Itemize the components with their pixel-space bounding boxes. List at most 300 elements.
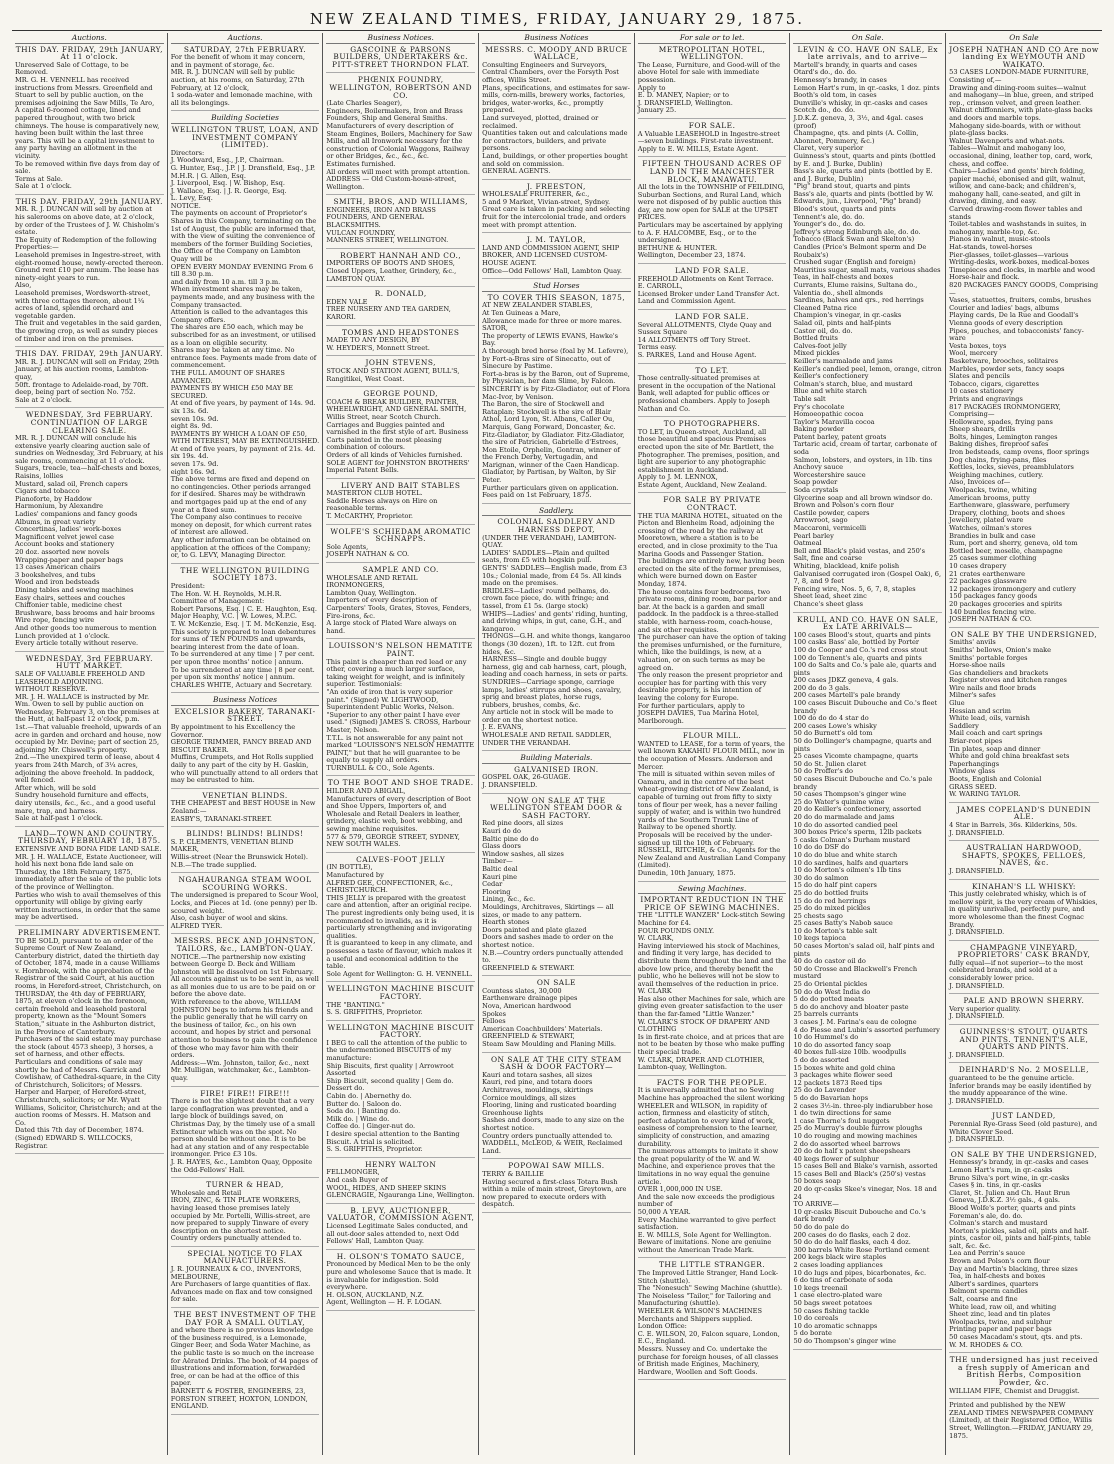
advertisement-title: TURNER & HEAD,: [206, 1180, 284, 1190]
advertisement-line: MR. R. J. DUNCAN will conclude his extensive yearly clearing auction sale of sundries on Wednesday, 3rd February, at his sale rooms, commencing at 11 o'clock.: [15, 434, 164, 465]
advertisement-line: Walnut chiffonniers, with plate-glass backs and doors and marble tops.: [949, 106, 1093, 122]
advertisement-line: 50ft. frontage to Adelaide-road, by 70ft. deep, being part of section No. 752.: [15, 380, 149, 397]
advertisement-line: J. DRANSFIELD.: [949, 981, 1005, 990]
advertisement-line: Sardines, halves and qrs., red herrings: [793, 296, 924, 305]
advertisement-line: Hennessy's brandy, in cases: [793, 75, 887, 84]
advertisement-line: To be surrendered at any time | 7 per cent. per upon three months' notice | annum.: [170, 650, 315, 666]
advertisement-line: Cases § in. tins, in qr.-casks: [949, 1181, 1042, 1190]
advertisement-line: Major Heaphy, V.C. | W. Lowes, M.P.C.: [170, 612, 297, 621]
advertisement-line: Pipes, pouches, and tobacconists' fancy-ware: [949, 326, 1084, 343]
advertisement-line: 5 and 9 Market, Vivian-street, Sydney.: [482, 197, 611, 206]
advertisement-line: Horse-shoe nails: [949, 661, 1005, 670]
advertisement-line: L. Levy, Esq.: [170, 194, 213, 203]
advertisement-line: GREENFIELD & STEWART.: [482, 963, 575, 972]
advertisement-line: J.D.K.Z. geneva, 3, 3½, and 4gal. cases (proof): [793, 113, 924, 130]
advertisement-line: Carved drawing-room flower tables and stands: [949, 205, 1083, 221]
advertisement-title: THIS DAY. FRIDAY, 29th JANUARY, At 11 o'clock.: [15, 44, 163, 62]
advertisement: [326, 1253, 475, 1311]
advertisement-line: TERRY & BAILLIE: [482, 1169, 544, 1178]
advertisement-line: 10 do sardines, halfs and quarters: [793, 858, 909, 867]
advertisement-line: OPEN EVERY MONDAY EVENING From 6 till 8.30 p.m.: [170, 262, 314, 279]
advertisement-line: American Coachbuilders' Materials.: [482, 1024, 603, 1033]
advertisement-line: Teas, in half-chests and boxes: [793, 273, 893, 282]
advertisement-title: NGAHAURANGA STEAM WOOL SCOURING WORKS.: [178, 875, 312, 892]
advertisement-line: Colman's starch, blue, and mustard: [793, 379, 913, 388]
advertisement-line: Patent barley, patent groats: [793, 432, 887, 441]
advertisement-line: January 25.: [637, 106, 677, 115]
advertisement-line: 25 cases Batty's Nabob sauce: [793, 919, 893, 928]
advertisement-line: W. CLARK: [637, 987, 672, 996]
advertisement-line: Hat-stands, towel-horses: [949, 243, 1033, 252]
advertisement-line: BRIDLES—Ladies' round pelhams, do. crown face piece, do. with fringe; and tassel, from £1 5s. (large stock): [482, 586, 611, 610]
advertisement-line: It is universally admitted that no Sewing Machine has approached the silent working WHEELER and WILSON, in rapidity of action, firmness and elasticity of stitch, perfect adaptation to every kind of work, easiness of comprehension to the learner, simplicity of construction, and amazing durability.: [637, 1086, 785, 1148]
advertisement-line: Great care is taken in packing and selecting fruit for the intercolonial trade, and orders meet with prompt attention.: [482, 205, 630, 229]
advertisement-line: Wrapping-paper and paper bags: [15, 555, 124, 564]
advertisement-line: Also,: [15, 281, 32, 290]
advertisement-line: WITHOUT RESERVE.: [15, 685, 88, 694]
advertisement-line: Lunch provided at 1 o'clock.: [15, 631, 110, 640]
advertisement-line: At end of five years, by payment of 14s. 9d.: [170, 399, 316, 408]
advertisement-line: Courier and ladies' bags, albums: [949, 303, 1059, 312]
advertisement-line: Flooring, lining and rusticated boarding: [482, 1101, 617, 1110]
advertisement-line: Architraves, mouldings, skirtings: [482, 1086, 594, 1094]
advertisement-line: Printed and published by the NEW ZEALAND TIMES NEWSPAPER COMPANY (Limited), at their Registered Office, Willis Street, Wellington.—FRIDAY, JANUARY 29, 1875.: [949, 1401, 1094, 1440]
advertisement-line: For further particulars, apply to: [637, 701, 745, 710]
advertisement-line: 100 cases Biscuit Dubouche and Co.'s fleet brandy: [793, 699, 938, 715]
advertisement-line: Calves-foot jelly: [793, 341, 847, 350]
advertisement-line: JOSEPH NATHAN & CO.: [949, 615, 1032, 624]
advertisement-line: Baltic pine do do: [482, 834, 539, 843]
advertisement-line: 25 do Water's quinine wine: [793, 797, 885, 806]
advertisement: [638, 496, 787, 729]
advertisement-line: 12 packets 1873 Reed tips: [793, 1078, 883, 1087]
advertisement-line: And other goods too numerous to mention: [15, 623, 157, 632]
advertisement-line: 100 cases Blood's stout, quarts and pints: [793, 630, 931, 639]
advertisement-line: "Superior to any other paint I have ever used." (Signed) JAMES S. CROSS, Harbour Master, Nelson.: [326, 710, 471, 734]
advertisement-line: Sale at 1 o'clock.: [15, 182, 72, 191]
advertisement-title: GASCOINE & PARSONS BUILDERS, UNDERTAKERS &c. PITT-STREET THORNDON FLAT.: [331, 44, 470, 69]
advertisement-line: 50 cases Biscuit Dubouche and Co.'s pale brandy: [793, 775, 933, 791]
advertisement-line: 50 do do pale do: [793, 1223, 849, 1232]
advertisement-line: Very superior quality.: [949, 1004, 1021, 1013]
advertisement-line: The buildings are entirely new, having been erected on the site of the former premises, which were burned down on Easter Monday, 1874.: [637, 557, 785, 588]
advertisement-line: A Valuable LEASEHOLD in Ingestre-street—seven buildings. First-rate investment. Apply to E. W. MILLS, Estate Agent.: [637, 129, 780, 153]
advertisement-line: Leasehold premises, Wordsworth-street, with three cottages thereon, about 1¼ acres of land, splendid orchard and vegetable garden.: [15, 289, 151, 320]
advertisement-line: 2nd.—The unexpired term of lease, about 4 years from 24th March, of 3¼ acres, adjoining the above freehold. In paddock, well fenced.: [15, 753, 161, 785]
advertisement-line: LADIES' SADDLES—Plain and quilted seats, from £5 with hogskin pull.: [482, 548, 610, 565]
advertisement: [638, 420, 787, 493]
advertisement-line: MR. J. H. WALLACE, Estate Auctioneer, will hold his next bona fide land sale on Thursday, the 18th February, 1875, immediately after the sale of the public lots of the province of Wellington.: [15, 852, 162, 891]
advertisement: [949, 631, 1099, 803]
advertisement-line: Kauri do do: [482, 827, 522, 835]
advertisement-line: Dog chains, frying-pans, files: [949, 455, 1047, 464]
advertisement-line: After which, will be sold: [15, 783, 96, 792]
advertisement-line: IMPORTERS OF BOOTS AND SHOES,: [326, 259, 455, 268]
advertisement-line: WADDELL, McLEOD, & WEIR, Reclaimed Land.: [482, 1139, 623, 1155]
advertisement: [326, 1207, 475, 1250]
advertisement-line: Gladiator, by Partisan, by Walton, by Sir Peter.: [482, 468, 616, 485]
advertisement-title: SAMPLE AND CO.: [362, 565, 439, 575]
advertisement-line: 1 case Thorne's foul nuggets: [793, 1116, 890, 1125]
advertisement-line: Tartaric acid, cream of tartar, carbonate of soda: [793, 440, 937, 457]
advertisement-line: 50 bags sweet potatoes: [793, 1298, 873, 1307]
advertisement-line: Iron bedsteads, camp ovens, floor springs: [949, 448, 1090, 457]
advertisement-line: 50 do do do half flasks, each 4 doz.: [793, 1238, 911, 1247]
advertisement: [949, 997, 1099, 1025]
advertisement-line: 25 cases summer clothing: [949, 554, 1037, 563]
advertisement-title: KINAHAN'S LL WHISKY:: [972, 881, 1076, 891]
advertisement: [171, 1181, 320, 1247]
advertisement: [326, 528, 475, 563]
advertisement-line: Central Chambers, over the Forsyth Post offices, Willis Street.: [482, 68, 619, 84]
advertisement: [326, 779, 475, 852]
advertisement-line: 10 do do DSF do: [793, 843, 850, 852]
advertisement-line: Having secured a first-class Totara Bush within a mile of main street, Greytown, are now prepared to execute orders with despatch.: [482, 1177, 627, 1209]
advertisement-line: Sole Agent for Wellington: G. H. VENNELL.: [326, 969, 473, 978]
advertisement: [15, 198, 164, 347]
advertisement-line: (Signed) EDWARD S. WILLCOCKS, Registrar.: [15, 1133, 133, 1150]
advertisement-title: PHŒNIX FOUNDRY, WELLINGTON, ROBERTSON AND CO.: [329, 75, 473, 100]
advertisement-line: 25 do do bottled fruits: [793, 888, 869, 897]
advertisement-line: Attention is called to the advantages this Company offers.: [170, 308, 308, 324]
advertisement-line: Nova, American hardwood: [482, 1002, 572, 1011]
advertisement-line: STOCK AND STATION AGENT, BULL'S,: [326, 366, 460, 375]
advertisement-line: American brooms, putty: [949, 493, 1030, 502]
advertisement-line: J. Woodward, Esq., J.P., Chairman.: [170, 156, 284, 165]
advertisement-line: W. CLARK'S STOCK OF DRAPERY AND CLOTHING: [637, 1017, 770, 1034]
advertisement-line: W. CLARK,: [637, 934, 674, 943]
advertisement: [15, 350, 164, 408]
section-heading: Business Notices: [482, 34, 631, 44]
advertisement-line: TO LET, in Queen-street, Auckland, all those beautiful and spacious Premises erected upon the site of Mr. Bartlett, the Photographer. The premises, position, and light are superior to any photographic establishment in Auckland.: [637, 427, 780, 474]
advertisement-line: Printing paper and paper bags: [949, 1325, 1052, 1334]
advertisement-line: Writing-desks, work-boxes, medical-boxes: [949, 258, 1090, 267]
advertisement-line: seven 10s. 9d.: [170, 414, 219, 423]
advertisement-line: SALE OF VALUABLE FREEHOLD AND LEASEHOLD ADJOINING.: [15, 669, 145, 686]
advertisement-line: This paint is cheaper than red lead or any other, covering a much larger surface, taking weight for weight, and is infinitely superior. Testimonials:: [326, 657, 467, 689]
advertisement-line: 5 do do assorted: [793, 1055, 849, 1064]
advertisement-title: THE undersigned has just received a fresh supply of American and British Herbs, Composition Powder, &c.: [949, 1355, 1099, 1387]
advertisement-line: Castor oil, do. do.: [793, 326, 853, 335]
advertisement-line: The numerous attempts to imitate it show the great popularity of the W. and W. Machine, and experience proves that the limitations in no way equal the genuine article.: [637, 1147, 779, 1186]
advertisement-line: 10 cases drapery: [949, 561, 1007, 570]
advertisement-line: 10 do do assorted candied peel: [793, 820, 898, 829]
advertisement-line: HILDER AND ABIGAIL,: [326, 787, 406, 796]
advertisement-line: Guinness's stout, quarts and pints (bottled by E. and J. Burke, Dublin): [793, 151, 936, 168]
advertisement-line: Albums, in great variety: [15, 517, 96, 526]
advertisement: [638, 367, 787, 418]
advertisement-line: ALFRED TYER.: [170, 921, 223, 930]
advertisement-line: fully equal—if not superior—to the most celebrated brands, and sold at a considerably lower price.: [949, 958, 1084, 983]
advertisement-line: 3 cases J. M. Farina's eau de cologne: [793, 1018, 917, 1026]
advertisement-line: White lead, raw oil, and whiting: [949, 1302, 1057, 1311]
column-7: [946, 33, 1102, 1455]
advertisement-title: ON SALE BY THE UNDERSIGNED,: [950, 1149, 1098, 1159]
section-heading: Auctions.: [15, 34, 164, 44]
advertisement-line: Rangitikei, West Coast.: [326, 374, 405, 383]
advertisement-line: The mill is situated within seven miles of Oamaru, and in the centre of the best wheat-growing district of New Zealand, is capable of turning out from fifty to sixty tons of flour per week, has a never failing supply of water, and is within two hundred yards of the Southern Trunk Line of Railway to be opened shortly.: [637, 770, 781, 832]
advertisement: [638, 122, 787, 157]
advertisement-line: Plans, specifications, and estimates for saw-mills, corn-mills, brewery works, factories, bridges, water-works, &c., promptly prepared.: [482, 83, 630, 115]
advertisement-line: Cigars and tobacco: [15, 487, 80, 496]
advertisement: [171, 937, 320, 1086]
advertisement: [326, 390, 475, 479]
advertisement-line: seven 17s. 9d.: [170, 460, 219, 469]
advertisement-line: C. E. WILSON, 20, Falcon square, London, E.C., England.: [637, 1329, 780, 1346]
advertisement-line: Soap powder: [793, 478, 838, 487]
advertisement-line: Lining, &c., &c.: [482, 895, 536, 904]
advertisement-line: COACH & BREAK BUILDER, PAINTER, WHEELWRIGHT, AND GENERAL SMITH,: [326, 397, 467, 414]
advertisement-line: THE TUA MARINA HOTEL, situated on the Picton and Blenheim Road, adjoining the crossing of the road by the railway at Mooretown, where a station is to be erected, and in close proximity to the Tua Marina Goods and Passenger Station.: [637, 511, 783, 558]
advertisement: [326, 566, 475, 639]
masthead-rule: [12, 30, 1102, 31]
advertisement-line: Country orders punctually attended to.: [482, 1131, 613, 1140]
advertisement-line: 10 do Morton's table salt: [793, 926, 878, 935]
advertisement-line: Wire rope, fencing wire: [15, 616, 95, 625]
advertisement-line: TREE NURSERY AND TEA GARDEN, KARORI.: [326, 305, 451, 321]
advertisement-title: JOSEPH NATHAN AND CO Are now landing Ex WEYMOUTH AND WAIKATO.: [949, 44, 1099, 69]
advertisement: [326, 198, 475, 249]
advertisement: [171, 567, 320, 694]
advertisement-line: A capital 6-roomed cottage, lined and papered throughout, with two brick chimneys. The house is comparatively new, having been built within the last three years. This will be a capital investment to any party having an allotment in the vicinity.: [15, 106, 160, 160]
advertisement: [326, 642, 475, 776]
advertisement-line: 50 do Dollinger's champagne, quarts and pints: [793, 737, 932, 753]
advertisement-line: London Office:: [637, 1322, 687, 1331]
advertisement-title: LAND—TOWN AND COUNTRY. THURSDAY, FEBRUARY 18, 1875.: [18, 828, 161, 846]
advertisement-line: Having interviewed his stock of Machines, and finding it very large, has decided to distribute them throughout the land and the above low price, and thereby benefit the public, who he believes will not be slow to avail themselves of the reduction in price.: [637, 941, 787, 988]
advertisement: [638, 1079, 787, 1259]
advertisement-line: EASBY'S, TARANAKI-STREET.: [170, 814, 272, 823]
advertisement-line: The "Nonesuch" Sewing Machine (shuttle).: [637, 1284, 783, 1293]
advertisement: [482, 979, 631, 1052]
advertisement-line: W. WARING TAYLOR.: [949, 790, 1021, 799]
advertisement-line: Watches, oilman's stores: [949, 524, 1032, 532]
advertisement-line: Directors:: [170, 148, 205, 157]
advertisement: [15, 411, 164, 651]
advertisement-line: Perennial Rye-Grass Seed (old pasture), and White Clover Seed.: [949, 1119, 1098, 1136]
advertisement-title: PALE AND BROWN SHERRY.: [963, 996, 1085, 1006]
advertisement-line: MANNERS STREET, WELLINGTON.: [326, 236, 449, 245]
advertisement-line: 10 do Hummel's do: [793, 1033, 859, 1042]
advertisement: [171, 830, 320, 873]
advertisement-line: Baltic deal: [482, 864, 518, 873]
advertisement-title: METROPOLITAN HOTEL, WELLINGTON.: [658, 44, 766, 62]
advertisement-line: Committee of Management:: [170, 597, 265, 606]
advertisement-line: Crushed sugar (English and foreign): [793, 258, 916, 267]
advertisement: [326, 76, 475, 195]
advertisement-line: Apply to: [637, 83, 666, 92]
advertisement-line: CHARLES WHITE, Actuary and Secretary.: [170, 680, 313, 689]
advertisement-line: WHEELER & WILSON'S MACHINES: [637, 1307, 763, 1316]
advertisement-line: Brown and Polson's corn flour: [949, 1257, 1050, 1266]
advertisement-line: 10 cases stationery: [949, 387, 1014, 396]
advertisement-line: Chairs—Ladies' and gents' birch folding, papier maché, ebonised and gilt, walnut, willow, and cane-back; and children's, mahogany hall, cane-seated, and gilt in drawing, dining, and easy.: [949, 167, 1086, 206]
imprint: [949, 1402, 1099, 1440]
advertisement-line: 25 barrels currants: [793, 1010, 859, 1019]
advertisement-line: E. D. MANEY, Napier; or to: [637, 91, 730, 100]
advertisement-title: J. M. TAYLOR,: [526, 235, 586, 245]
advertisement-line: Proposals will be received by the under-signed up till the 10th of February.: [637, 831, 773, 847]
advertisement-line: 4 do Piesse and Lubin's assorted perfumery: [793, 1025, 940, 1034]
advertisement-title: SMITH, BROS, AND WILLIAMS,: [333, 197, 468, 207]
advertisement-line: Land and Commission Agent.: [637, 297, 736, 306]
advertisement-line: having leased those premises lately occupied by Mr. Portelli, Willis-street, are now prepared to supply Tinware of every description on the shortest notice.: [170, 1203, 311, 1235]
advertisement-line: The above terms are fixed and depend on no contingencies. Other periods arranged for if desired. Shares may be withdrawn and mortgages paid up at the end of any year at a fixed sum.: [170, 475, 311, 514]
advertisement-line: Mixed pickles: [793, 349, 840, 358]
advertisement-line: Further particulars given on application.: [482, 483, 619, 492]
section-heading: Saddlery.: [482, 507, 631, 517]
advertisement-line: OVER 1,000,000 IN USE.: [637, 1185, 723, 1194]
advertisement-line: E. W. MILLS, Sole Agent for Wellington.: [637, 1230, 772, 1239]
advertisement-line: Pianoforte, by Haddow: [15, 494, 92, 503]
advertisement-line: Gas chandeliers and brackets: [949, 668, 1049, 677]
advertisement-line: Mouldings, Architraves, Skirtings — all sizes, or made to any pattern.: [482, 902, 614, 919]
advertisement-line: Kauri and totara sashes, all sizes: [482, 1070, 593, 1079]
advertisement-line: 20 do Keiller's confectionery, assorted: [793, 805, 922, 814]
advertisement-line: Account books and stationery: [15, 540, 115, 549]
advertisement-line: NOTICE.: [170, 201, 201, 210]
advertisement-line: W. M. RHODES & CO.: [949, 1340, 1023, 1349]
advertisement-line: Tobacco, cigars, cigarettes: [949, 379, 1039, 388]
advertisement-line: By appointment to his Excellency the Governor.: [170, 723, 296, 739]
advertisement-line: Salt, fine and coarse: [793, 554, 863, 563]
advertisement-line: Is in first-rate choice, and at prices that are not to be beaten by those who make puffing their special trade.: [637, 1032, 785, 1057]
advertisement-line: 25 do Oriental pickles: [793, 980, 868, 989]
advertisement-line: I desire special attention to the Banting Biscuit. A trial is solicited.: [326, 1130, 460, 1146]
advertisement-title: TOMBS AND HEADSTONES: [341, 327, 460, 337]
advertisement-line: Blood Wolfe's porter, quarts and pints: [949, 1203, 1076, 1212]
advertisement-line: 20 do qr-casks Skee's vinegar, Nos. 18 and 24: [793, 1185, 937, 1201]
advertisement-title: ON SALE BY THE UNDERSIGNED,: [950, 629, 1098, 639]
section-heading: Building Materials.: [482, 754, 631, 764]
advertisement-title: R. DONALD,: [374, 289, 427, 299]
advertisement-line: FREEHOLD Allotments on Kent Terrace.: [637, 274, 774, 283]
advertisement-line: Martell's brandy, in quarts and cases: [793, 60, 918, 69]
advertisement: [482, 1056, 631, 1160]
advertisement-line: Window sashes, all sizes: [482, 849, 564, 858]
advertisement-line: and daily from 10 a.m. till 3 p.m.: [170, 277, 281, 286]
columns: [12, 33, 1102, 1455]
advertisement-line: 50 do Crosse and Blackwell's French mustard: [793, 964, 918, 981]
advertisement-line: At end of five years, by payment of 21s. 4d.: [170, 444, 316, 453]
advertisement-line: Fry's chocolate: [793, 402, 845, 411]
advertisement-line: Kauri pine: [482, 872, 518, 881]
advertisement: [949, 1151, 1099, 1353]
advertisement-line: SINCERITY is by Fitz-Gladiator, out of Flora Mac-Ivor, by Venison.: [482, 384, 630, 401]
advertisement: [949, 883, 1099, 941]
advertisement-line: Also, cash buyer of wool and skins.: [170, 914, 288, 923]
advertisement-line: Candles (Price's Belmont sperm and De Roubaix's): [793, 243, 927, 259]
advertisement-line: Consulting Engineers and Surveyors,: [482, 60, 607, 69]
advertisement-line: Worcestershire sauce: [793, 470, 866, 479]
advertisement-line: 200 cases do do flasks, each 2 doz.: [793, 1230, 911, 1239]
advertisement-line: 50 cases Macadam's stout, qts. and pts.: [949, 1333, 1083, 1341]
advertisement-line: Arrowroot, sago: [793, 516, 848, 525]
advertisement-line: Hennessy's brandy, in qr.-casks and cases: [949, 1158, 1089, 1167]
advertisement-line: Doors painted and plate glazed: [482, 925, 587, 934]
advertisement-line: Smiths' anvils: [949, 638, 996, 647]
advertisement-line: Sheep shears, drills: [949, 425, 1016, 434]
advertisement-line: Wool, mercery: [949, 349, 998, 358]
advertisement-title: TO PHOTOGRAPHERS.: [663, 419, 761, 429]
advertisement-line: WANTED to LEASE, for a term of years, the well known KAKAHIU FLOUR MILL, now in the occupation of Messrs. Anderson and Mercer.: [637, 739, 785, 771]
advertisement-line: J. E. EVANS,: [482, 723, 524, 732]
advertisement-title: WEDNESDAY, 3rd FEBRUARY. HUTT MARKET.: [25, 653, 153, 671]
advertisement-line: Rum, port and sherry, geneva, old tom: [949, 539, 1078, 548]
advertisement-line: 40 kegs flower of sulphur: [793, 1154, 879, 1163]
advertisement-line: Register stoves and kitchen ranges: [949, 676, 1067, 685]
advertisement-line: Tables—Walnut and mahogany loo, occasional, dining, leather top, card, work, chess, and coffee.: [949, 144, 1093, 168]
advertisement-line: The payments on account of Proprietor's Shares in this Company, terminating on the 1st of August, the public are informed that, with the view of suiting the convenience of members of the former Building Societies, the Office of the Company on Lambton Quay will be: [170, 209, 317, 264]
advertisement-line: 1 case electro-plated ware: [793, 1291, 883, 1300]
advertisement-line: Magnificent velvet jewel case: [15, 532, 114, 541]
advertisement-line: WILLIAM FIFE, Chemist and Druggist.: [949, 1386, 1080, 1395]
advertisement-title: SATURDAY, 27th FEBRUARY.: [183, 44, 307, 54]
advertisement-line: 10 do Morton's oilmen's 1lb tins: [793, 866, 902, 875]
advertisement: [171, 1250, 320, 1308]
advertisement-line: Drawing and dining-room suites—walnut and mahogany—in blue, green, and striped rep., crimson velvet, and green leather.: [949, 83, 1094, 107]
advertisement-line: 20 do do half x patent sheepshears: [793, 1147, 911, 1156]
advertisement-title: LAND FOR SALE.: [675, 312, 750, 321]
advertisement-line: Homoeopathic cocoa: [793, 410, 864, 419]
advertisement-line: J. DRANSFIELD.: [482, 781, 538, 790]
advertisement-line: Cornice mouldings, all sizes: [482, 1093, 576, 1102]
advertisement-line: Smiths' bellows, Onion's make: [949, 645, 1052, 654]
advertisement-line: 5 do do Bavarian hops: [793, 1093, 869, 1102]
advertisement-line: RUSSELL, RITCHIE, & Co., Agents for the New Zealand and Australian Land Company (Limited).: [637, 846, 786, 870]
advertisement-line: Licensed Broker under Land Transfer Act.: [637, 289, 780, 298]
advertisement-line: GRASS SEED.: [949, 782, 997, 791]
advertisement-line: Prints and engravings: [949, 394, 1023, 403]
advertisement-line: Window glass: [949, 767, 996, 776]
advertisement-line: When investment shares may be taken, payments made, and any business with the Company transacted.: [170, 285, 315, 309]
advertisement-line: TO ARRIVE—: [793, 1200, 839, 1209]
advertisement-line: 4 Star in Barrels, 36s. Kilderkins, 50s.: [949, 820, 1078, 829]
advertisement-line: Bottled beer, moselle, champagne: [949, 546, 1063, 555]
advertisement-line: Address:—Wm. Johnston, tailor, &c., next Mr. Mulligan, watchmaker, &c., Lambton-quay.: [170, 1058, 311, 1082]
advertisement-line: All the lots in the TOWNSHIP of FEILDING, Suburban Sections, and Rural Land, which were not disposed of by public auction this day, are now open for SALE at the UPSET PRICES.: [637, 183, 785, 222]
advertisement-line: The Lease, Furniture, and Good-will of the above Hotel for sale with immediate possession.: [637, 60, 781, 84]
advertisement-line: THONGS—G.H. and white thongs, kangaroo thongs (30 dozen), 1ft. to 12ft. cut from hides, &c.: [482, 632, 631, 656]
advertisement-line: ALFRED GEE, CONFECTIONER, &c.,: [326, 878, 453, 887]
advertisement-line: 15 do do red herrings: [793, 896, 867, 905]
advertisement-line: Are Purchasers of large quantities of flax. Advances made on flax and tow consigned for sale.: [170, 1280, 313, 1304]
advertisement-line: Champagne, qts. and pints (A. Collin, Abonnet, Pommery, &c.): [793, 129, 919, 145]
advertisement-line: NOTICE.—The partnership now existing between George D. Beck and William Johnston will be dissolved on 1st February. All accounts against us to be sent in, as well as all monies due to us are to be paid on or before the above date.: [170, 952, 319, 999]
advertisement: [482, 1162, 631, 1213]
advertisement-line: 30 do do salmon: [793, 873, 849, 882]
advertisement-line: BETHUNE & HUNTER.: [637, 243, 718, 252]
advertisement-line: 15 cases Bell and Blake's varnish, assorted: [793, 1162, 938, 1171]
advertisement-line: six 13s. 6d.: [170, 406, 209, 415]
advertisement-line: WHOLESALE AND RETAIL SADDLER, UNDER THE VERANDAH.: [482, 731, 612, 747]
advertisement-line: 300 boxes Price's sperm, 12lb packets: [793, 828, 922, 837]
advertisement-line: J. R. JOURNEAUX & CO., INVENTORS, MELBOURNE,: [170, 1265, 302, 1281]
advertisement-title: EXCELSIOR BAKERY, TARANAKI-STREET.: [174, 706, 316, 724]
advertisement-line: Milk do. | Wine do.: [326, 1114, 390, 1123]
advertisement-line: GEORGE TRIMMER, FANCY BREAD AND BISCUIT BAKER.: [170, 738, 312, 754]
advertisement-line: Any article not in stock will be made to order on the shortest notice.: [482, 708, 614, 724]
advertisement-line: Unreserved Sale of Cottage, to be Removed.: [15, 60, 129, 77]
advertisement-line: E. CARROLL,: [637, 282, 683, 291]
advertisement-line: 12 packages ironmongery and cutlery: [949, 584, 1076, 593]
advertisement-line: Muffins, Crumpets, and Hot Rolls supplied daily to any part of the city by H. Gaskin, who will punctually attend to all orders that may be entrusted to him.: [170, 753, 318, 785]
advertisement: [949, 1112, 1099, 1147]
advertisement-line: Colman's starch and mustard: [949, 1219, 1048, 1228]
advertisement-line: Easy chairs, settees and couches: [15, 593, 126, 602]
advertisement-line: WHOLESALE FRUITERER, &c.,: [482, 190, 590, 199]
advertisement-line: Merchants and Shippers supplied.: [637, 1314, 753, 1323]
